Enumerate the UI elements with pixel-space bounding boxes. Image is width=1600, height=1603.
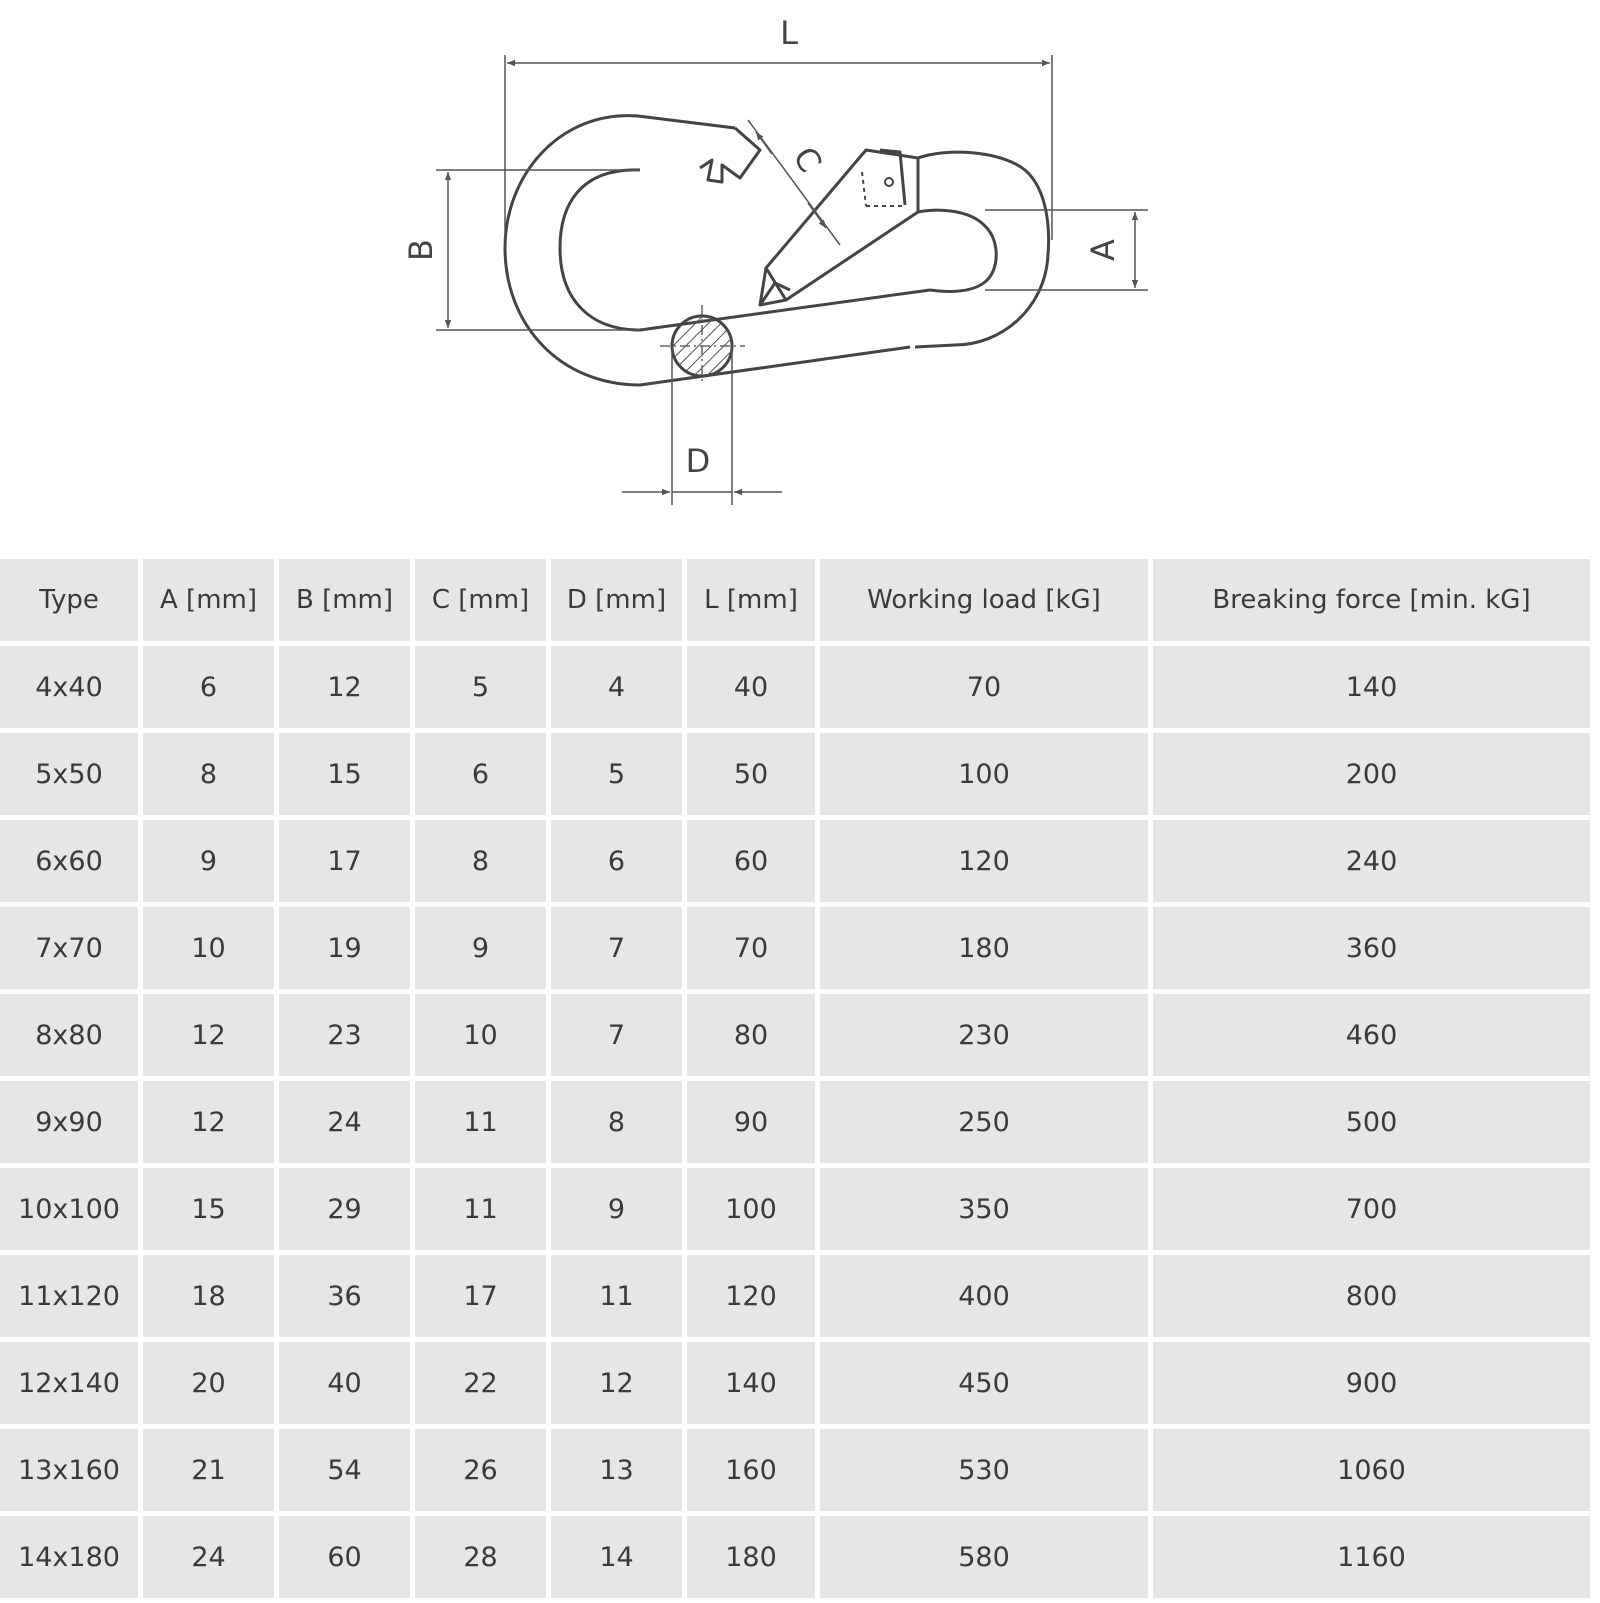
cell-b: 40 [279,1342,410,1424]
cell-b: 12 [279,646,410,728]
cell-d: 7 [551,994,682,1076]
cell-l: 180 [687,1516,815,1598]
dimension-lines [436,55,1148,505]
table-row [0,1168,1590,1250]
cell-working-load: 350 [820,1168,1148,1250]
dimension-label-b: B [402,239,440,261]
carabiner-outline [505,116,1049,385]
cell-b: 19 [279,907,410,989]
header-l: L [mm] [687,559,815,641]
cell-d: 7 [551,907,682,989]
cell-a: 10 [143,907,274,989]
cell-working-load: 400 [820,1255,1148,1337]
cell-b: 17 [279,820,410,902]
table-row [0,994,1590,1076]
cell-b: 23 [279,994,410,1076]
cell-breaking-force: 700 [1153,1168,1590,1250]
dimension-label-c: C [785,140,830,179]
cell-type: 8x80 [0,994,138,1076]
cell-type: 6x60 [0,820,138,902]
cell-breaking-force: 360 [1153,907,1590,989]
cell-type: 4x40 [0,646,138,728]
cell-working-load: 230 [820,994,1148,1076]
cell-a: 12 [143,994,274,1076]
table-row [0,1342,1590,1424]
cell-c: 17 [415,1255,546,1337]
cell-l: 100 [687,1168,815,1250]
cell-c: 22 [415,1342,546,1424]
cell-breaking-force: 1060 [1153,1429,1590,1511]
cell-a: 21 [143,1429,274,1511]
cell-working-load: 250 [820,1081,1148,1163]
cell-type: 9x90 [0,1081,138,1163]
cell-c: 10 [415,994,546,1076]
cell-breaking-force: 900 [1153,1342,1590,1424]
cell-a: 20 [143,1342,274,1424]
table-row [0,733,1590,815]
cell-working-load: 120 [820,820,1148,902]
table-row [0,1429,1590,1511]
cell-d: 12 [551,1342,682,1424]
cell-d: 14 [551,1516,682,1598]
cell-breaking-force: 140 [1153,646,1590,728]
cell-a: 9 [143,820,274,902]
cell-c: 11 [415,1168,546,1250]
header-breaking-force: Breaking force [min. kG] [1153,559,1590,641]
cell-working-load: 180 [820,907,1148,989]
cell-working-load: 530 [820,1429,1148,1511]
cell-l: 40 [687,646,815,728]
dimension-label-a: A [1084,239,1122,261]
cell-l: 90 [687,1081,815,1163]
cell-c: 26 [415,1429,546,1511]
header-c: C [mm] [415,559,546,641]
carabiner-dimension-diagram [0,0,1600,550]
cell-breaking-force: 1160 [1153,1516,1590,1598]
cell-a: 24 [143,1516,274,1598]
cell-working-load: 580 [820,1516,1148,1598]
dimension-label-l: L [780,14,798,52]
cell-d: 9 [551,1168,682,1250]
cell-d: 8 [551,1081,682,1163]
header-a: A [mm] [143,559,274,641]
cell-c: 5 [415,646,546,728]
cell-type: 14x180 [0,1516,138,1598]
cell-c: 11 [415,1081,546,1163]
cell-d: 11 [551,1255,682,1337]
cell-a: 8 [143,733,274,815]
cell-l: 60 [687,820,815,902]
cell-b: 36 [279,1255,410,1337]
cell-l: 80 [687,994,815,1076]
table-row [0,907,1590,989]
cell-l: 120 [687,1255,815,1337]
cell-l: 160 [687,1429,815,1511]
cell-type: 12x140 [0,1342,138,1424]
cell-d: 13 [551,1429,682,1511]
header-type: Type [0,559,138,641]
cell-b: 24 [279,1081,410,1163]
table-header-row [0,559,1590,641]
cell-type: 10x100 [0,1168,138,1250]
cell-b: 54 [279,1429,410,1511]
cell-breaking-force: 200 [1153,733,1590,815]
cell-a: 18 [143,1255,274,1337]
dimension-label-d: D [685,442,711,480]
cell-working-load: 450 [820,1342,1148,1424]
cell-l: 70 [687,907,815,989]
cell-a: 15 [143,1168,274,1250]
cell-b: 60 [279,1516,410,1598]
cell-breaking-force: 240 [1153,820,1590,902]
table-row [0,646,1590,728]
cell-type: 7x70 [0,907,138,989]
cell-type: 5x50 [0,733,138,815]
cell-breaking-force: 500 [1153,1081,1590,1163]
cell-type: 13x160 [0,1429,138,1511]
table-row [0,1516,1590,1598]
cell-d: 4 [551,646,682,728]
cell-breaking-force: 800 [1153,1255,1590,1337]
header-d: D [mm] [551,559,682,641]
cell-c: 9 [415,907,546,989]
cell-a: 6 [143,646,274,728]
cell-type: 11x120 [0,1255,138,1337]
header-b: B [mm] [279,559,410,641]
table-row [0,1081,1590,1163]
cell-c: 6 [415,733,546,815]
cell-c: 8 [415,820,546,902]
table-row [0,820,1590,902]
cell-d: 5 [551,733,682,815]
cell-d: 6 [551,820,682,902]
header-working-load: Working load [kG] [820,559,1148,641]
cell-a: 12 [143,1081,274,1163]
specification-table [0,554,1595,1603]
cell-b: 29 [279,1168,410,1250]
table-row [0,1255,1590,1337]
cell-b: 15 [279,733,410,815]
cell-working-load: 70 [820,646,1148,728]
cell-l: 140 [687,1342,815,1424]
cell-breaking-force: 460 [1153,994,1590,1076]
cell-c: 28 [415,1516,546,1598]
cell-working-load: 100 [820,733,1148,815]
cell-l: 50 [687,733,815,815]
